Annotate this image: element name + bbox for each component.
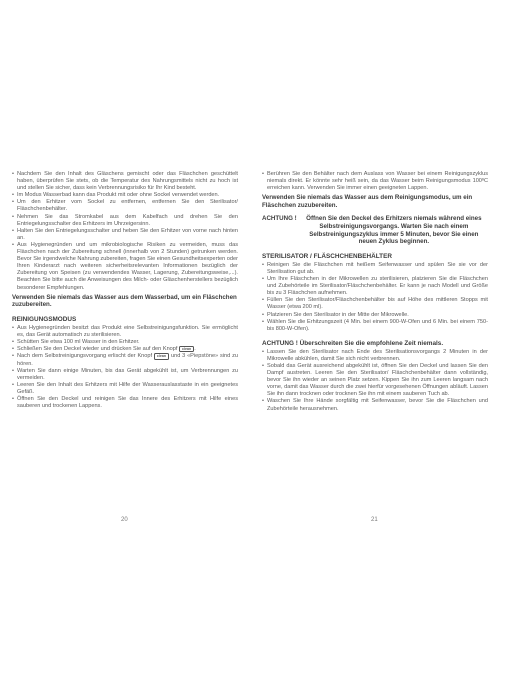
list-item-text: Nach dem Selbstreinigungsvorgang erlischt der Knopf bbox=[17, 353, 153, 360]
list-item: • Lassen Sie den Sterilisator nach Ende des Sterilisationsvorgangs 2 Minuten in der Mikrowelle abkühlen, damit Sie sich nicht verbrennen. bbox=[262, 349, 488, 363]
bullet-list-cleaning-cont bbox=[262, 171, 488, 192]
list-item: • Im Modus Wasserbad kann das Produkt mit oder ohne Sockel verwendet werden. bbox=[12, 192, 238, 199]
bullet-list-cleaning bbox=[12, 325, 238, 411]
caution-time-limit: ACHTUNG ! Überschreiten Sie die empfohlene Zeit niemals. bbox=[262, 339, 444, 347]
list-item-text: . bbox=[194, 346, 196, 353]
caution-label: ACHTUNG ! bbox=[262, 215, 297, 223]
list-item: • Öffnen Sie den Deckel und reinigen Sie das Innere des Erhitzers mit Hilfe eines sauberen und trockenen Lappens. bbox=[12, 396, 238, 410]
list-item: • Aus Hygienegründen besitzt das Produkt eine Selbstreinigungsfunktion. Sie ermöglicht es, das Gerät automatisch zu sterilisieren. bbox=[12, 325, 238, 339]
caution-text: Öffnen Sie den Deckel des Erhitzers niemals während eines Selbstreinigungsvorgangs. Warten Sie nach einem Selbstreinigungszyklus immer 5 Minuten, bevor Sie einen neuen Zyklus beginnen. bbox=[306, 215, 482, 246]
clean-button-icon: clean bbox=[154, 353, 169, 359]
right-page-column bbox=[262, 171, 488, 413]
list-item: • Halten Sie den Entriegelungsschalter und heben Sie den Erhitzer von vorne nach hinten an. bbox=[12, 228, 238, 242]
warning-cleaning-water: Verwenden Sie niemals das Wasser aus dem Reinigungsmodus, um ein Fläschchen zuzubereiten. bbox=[262, 194, 473, 209]
caution-block-lid bbox=[262, 215, 488, 245]
list-item: • Berühren Sie den Behälter nach dem Auslass von Wasser bei einem Reinigungszyklus niemals direkt. Er könnte sehr heiß sein, da das Wasser beim Reinigungsmodus 100ºC erreichen kann. Verwenden Sie immer einen geeigneten Lappen. bbox=[262, 171, 488, 192]
list-item: • Aus Hygienegründen und um mikrobiologische Risiken zu vermeiden, muss das Fläschchen nach der Zubereitung schnell (innerhalb von 2 Stunden) getrunken werden. Bevor Sie irgendwelche Nahrung zubereiten, fragen Sie einen Gesundheitsexperten oder Ihren Kinderarzt nach weiteren sicherheitsrelevanten Informationen bezüglich der Zubereitung von Speisen (zu verwendendes Wasser, Lagerung, Zubereitungsweise,...). Beachten Sie bitte auch die Anweisungen des Milch- oder Gläschenherstellers bezüglich besonderer Empfehlungen. bbox=[12, 242, 238, 292]
left-page-column bbox=[12, 171, 238, 410]
list-item-close-lid bbox=[12, 346, 238, 353]
clean-button-icon: clean bbox=[179, 346, 194, 352]
list-item: • Reinigen Sie die Fläschchen mit heißem Seifenwasser und spülen Sie sie vor der Sterilisation gut ab. bbox=[262, 262, 488, 276]
list-item: • Schütten Sie etwa 100 ml Wasser in den Erhitzer. bbox=[12, 339, 238, 346]
page-number-right: 21 bbox=[371, 517, 378, 523]
list-item: • Warten Sie dann einige Minuten, bis das Gerät abgekühlt ist, um Verbrennungen zu vermeiden. bbox=[12, 368, 238, 382]
bullet-list-after-sterilizing bbox=[262, 349, 488, 413]
bullet-list-sterilizer bbox=[262, 262, 488, 333]
section-heading-sterilizer: STERILISATOR / FLÄSCHCHENBEHÄLTER bbox=[262, 252, 392, 260]
page-number-left: 20 bbox=[121, 517, 128, 523]
list-item: • Um den Erhitzer vom Sockel zu entfernen, entfernen Sie den Sterilisator/ Fläschchenbehälter. bbox=[12, 199, 238, 213]
list-item-text: und 3 «Piepstöne» sind zu hören. bbox=[17, 353, 238, 367]
list-item: • Um Ihre Fläschchen in der Mikrowellen zu sterilisieren, platzieren Sie die Fläschchen und Zubehörteile im Sterilisator/Fläschchenbehälter. Er kann je nach Modell und Größe bis zu 3 Fläschchen aufnehmen. bbox=[262, 276, 488, 297]
list-item-self-clean-end bbox=[12, 353, 238, 367]
list-item: • Füllen Sie den Sterilisator/Fläschchenbehälter bis auf Höhe des mittleren Stopps mit Wasser (etwa 200 ml). bbox=[262, 297, 488, 311]
bullet-list-intro bbox=[12, 171, 238, 292]
list-item: • Waschen Sie Ihre Hände sorgfältig mit Seifenwasser, bevor Sie die Fläschchen und Zubehörteile herausnehmen. bbox=[262, 398, 488, 412]
section-heading-cleaning-mode: REINIGUNGSMODUS bbox=[12, 315, 77, 323]
warning-water-bath: Verwenden Sie niemals das Wasser aus dem Wasserbad, um ein Fläschchen zuzubereiten. bbox=[12, 293, 237, 309]
list-item: • Sobald das Gerät ausreichend abgekühlt ist, öffnen Sie den Deckel und lassen Sie den Dampf austreten. Leeren Sie den Sterilisator/ Fläschchenbehälter dann vollständig, bevor Sie ihn wieder an seinen Platz setzen. Kippen Sie ihn zum Leeren langsam nach vorne, damit das Wasser durch die zwei hierfür vorgesehenen Öffnungen abläuft. Lassen Sie ihn dann trocknen oder trocknen Sie ihn mit einem sauberen Tuch ab. bbox=[262, 363, 488, 398]
list-item: • Nachdem Sie den Inhalt des Gläschens gemischt oder das Fläschchen geschüttelt haben, überprüfen Sie stets, ob die Temperatur des Nahrungsmittels nicht zu hoch ist und stellen Sie sicher, dass kein Verbrennungsrisiko für Ihr Kind besteht. bbox=[12, 171, 238, 192]
list-item: • Nehmen Sie das Stromkabel aus dem Kabelfach und drehen Sie den Entriegelungsschalter des Erhitzers im Uhrzeigersinn. bbox=[12, 214, 238, 228]
list-item: • Leeren Sie den Inhalt des Erhitzers mit Hilfe der Wasserauslasstaste in ein geeignetes Gefäß. bbox=[12, 382, 238, 396]
list-item: • Wählen Sie die Erhitzungszeit (4 Min. bei einem 900-W-Ofen und 6 Min. bei einem 750- bis 800-W-Ofen). bbox=[262, 319, 488, 333]
list-item-text: Schließen Sie den Deckel wieder und drücken Sie auf den Knopf bbox=[17, 346, 178, 353]
list-item: • Platzieren Sie den Sterilisator in der Mitte der Mikrowelle. bbox=[262, 312, 488, 319]
